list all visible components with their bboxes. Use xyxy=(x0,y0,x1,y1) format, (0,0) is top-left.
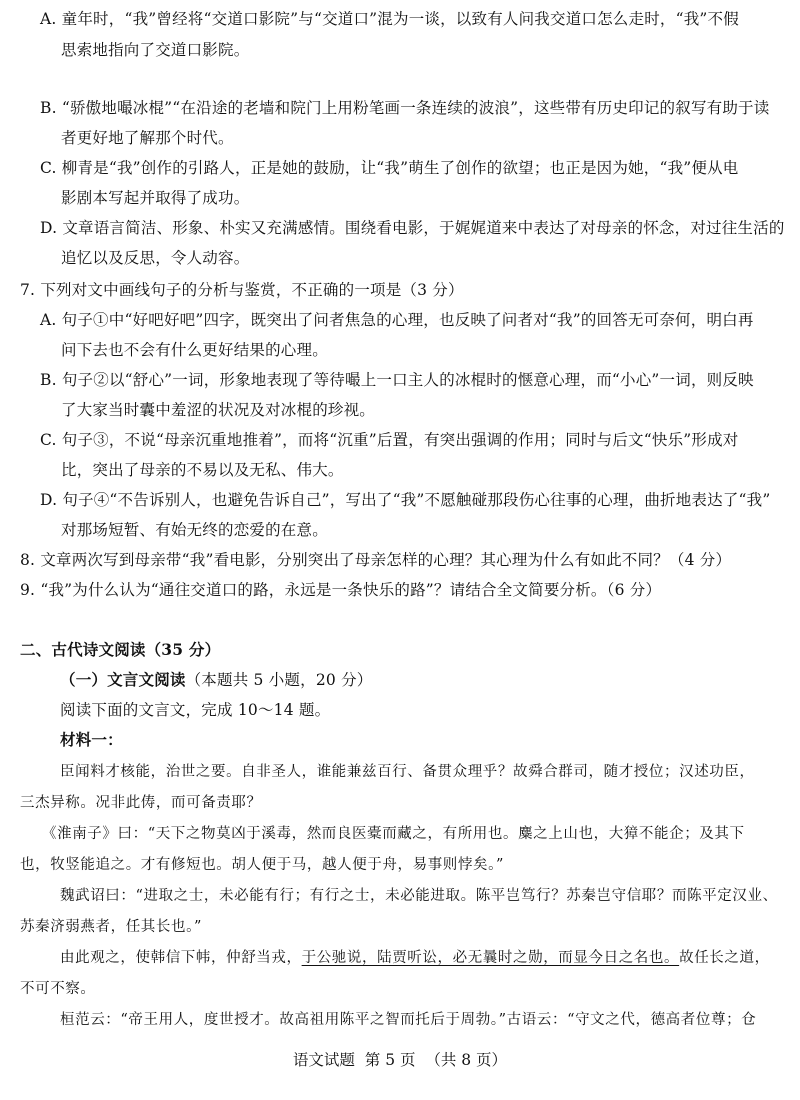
q7-option-a-line1: A. 句子①中“好吧好吧”四字，既突出了问者焦急的心理，也反映了问者对“我”的回答无可奈何，明白再 xyxy=(40,311,754,329)
passage-p4-underlined-sentence: 于公驰说，陆贾听讼，必无曩时之勋，而显今日之名也。 xyxy=(301,950,680,966)
subsection-heading xyxy=(60,670,372,690)
q6-option-c-line1: C. 柳青是“我”创作的引路人，正是她的鼓励，让“我”萌生了创作的欲望；也正是因为她，“我”便从电 xyxy=(40,159,739,177)
q6-option-a-line2: 思索地指向了交道口影院。 xyxy=(61,41,250,59)
q7-option-b-line2: 了大家当时囊中羞涩的状况及对冰棍的珍视。 xyxy=(61,401,376,419)
passage-p2-line1: 《淮南子》曰：“天下之物莫凶于溪毒，然而良医橐而藏之，有所用也。麋之上山也，大獐不能企；及其下 xyxy=(42,826,745,842)
q7-option-c-line2: 比，突出了母亲的不易以及无私、伟大。 xyxy=(61,461,344,479)
q7-stem: 7. 下列对文中画线句子的分析与鉴赏，不正确的一项是（3 分） xyxy=(20,281,464,299)
q6-option-b-line1: B. “骄傲地嘬冰棍”“在沿途的老墙和院门上用粉笔画一条连续的波浪”，这些带有历史印记的叙写有助于读 xyxy=(40,99,770,117)
q8-stem: 8. 文章两次写到母亲带“我”看电影，分别突出了母亲怎样的心理？其心理为什么有如此不同？（4 分） xyxy=(20,551,732,569)
passage-p1-line2: 三杰异称。况非此俦，而可备责耶？ xyxy=(20,795,262,811)
passage-p5-line1: 桓范云：“帝王用人，度世授才。故高祖用陈平之智而托后于周勃。”古语云：“守文之代，德高者位尊；仓 xyxy=(60,1012,757,1028)
q7-option-b-line1: B. 句子②以“舒心”一词，形象地表现了等待嘬上一口主人的冰棍时的惬意心理，而“小心”一词，则反映 xyxy=(40,371,754,389)
q7-option-a-line2: 问下去也不会有什么更好结果的心理。 xyxy=(61,341,328,359)
passage-p2-line2: 也，牧竖能追之。才有修短也。胡人便于马，越人便于舟，易事则悖矣。” xyxy=(20,857,504,873)
passage-p4-post: 故任长之道， xyxy=(679,950,770,966)
passage-p3-line2: 苏秦济弱燕者，任其长也。” xyxy=(20,919,202,935)
passage-p3-line1: 魏武诏曰：“进取之士，未必能有行；有行之士，未必能进取。陈平岂笃行？苏秦岂守信耶？而陈平定汉业、 xyxy=(60,888,778,904)
q6-option-c-line2: 影剧本写起并取得了成功。 xyxy=(61,189,250,207)
passage-p4-line1 xyxy=(60,948,770,968)
section2-title: 二、古代诗文阅读（35 分） xyxy=(20,640,221,659)
reading-instruction: 阅读下面的文言文，完成 10～14 题。 xyxy=(60,701,331,719)
subsection-note: （本题共 5 小题，20 分） xyxy=(185,671,373,689)
passage-p4-line2: 不可不察。 xyxy=(20,981,96,997)
q7-option-d-line2: 对那场短暂、有始无终的恋爱的在意。 xyxy=(61,521,328,539)
q6-option-d-line2: 追忆以及反思，令人动容。 xyxy=(61,249,250,267)
q7-option-d-line1: D. 句子④“不告诉别人，也避免告诉自己”，写出了“我”不愿触碰那段伤心往事的心理，曲折地表达了“我” xyxy=(40,491,771,509)
passage-p4-pre: 由此观之，使韩信下帏，仲舒当戎， xyxy=(60,950,302,966)
q6-option-d-line1: D. 文章语言简洁、形象、朴实又充满感情。围绕看电影，于娓娓道来中表达了对母亲的怀念，对过往生活的 xyxy=(40,219,785,237)
q6-option-a-line1: A. 童年时，“我”曾经将“交道口影院”与“交道口”混为一谈，以致有人问我交道口怎么走时，“我”不假 xyxy=(40,10,739,28)
subsection-title: （一）文言文阅读 xyxy=(60,670,186,689)
material1-label: 材料一： xyxy=(60,730,123,749)
q9-stem: 9. “我”为什么认为“通往交道口的路，永远是一条快乐的路”？请结合全文简要分析。（6 分） xyxy=(20,581,662,599)
page-footer: 语文试题 第 5 页 （共 8 页） xyxy=(292,1051,508,1069)
passage-p1-line1: 臣闻料才核能，治世之要。自非圣人，谁能兼兹百行、备贯众理乎？故舜合群司，随才授位；汉述功臣， xyxy=(60,764,755,780)
q7-option-c-line1: C. 句子③，不说“母亲沉重地推着”，而将“沉重”后置，有突出强调的作用；同时与后文“快乐”形成对 xyxy=(40,431,739,449)
q6-option-b-line2: 者更好地了解那个时代。 xyxy=(61,129,234,147)
